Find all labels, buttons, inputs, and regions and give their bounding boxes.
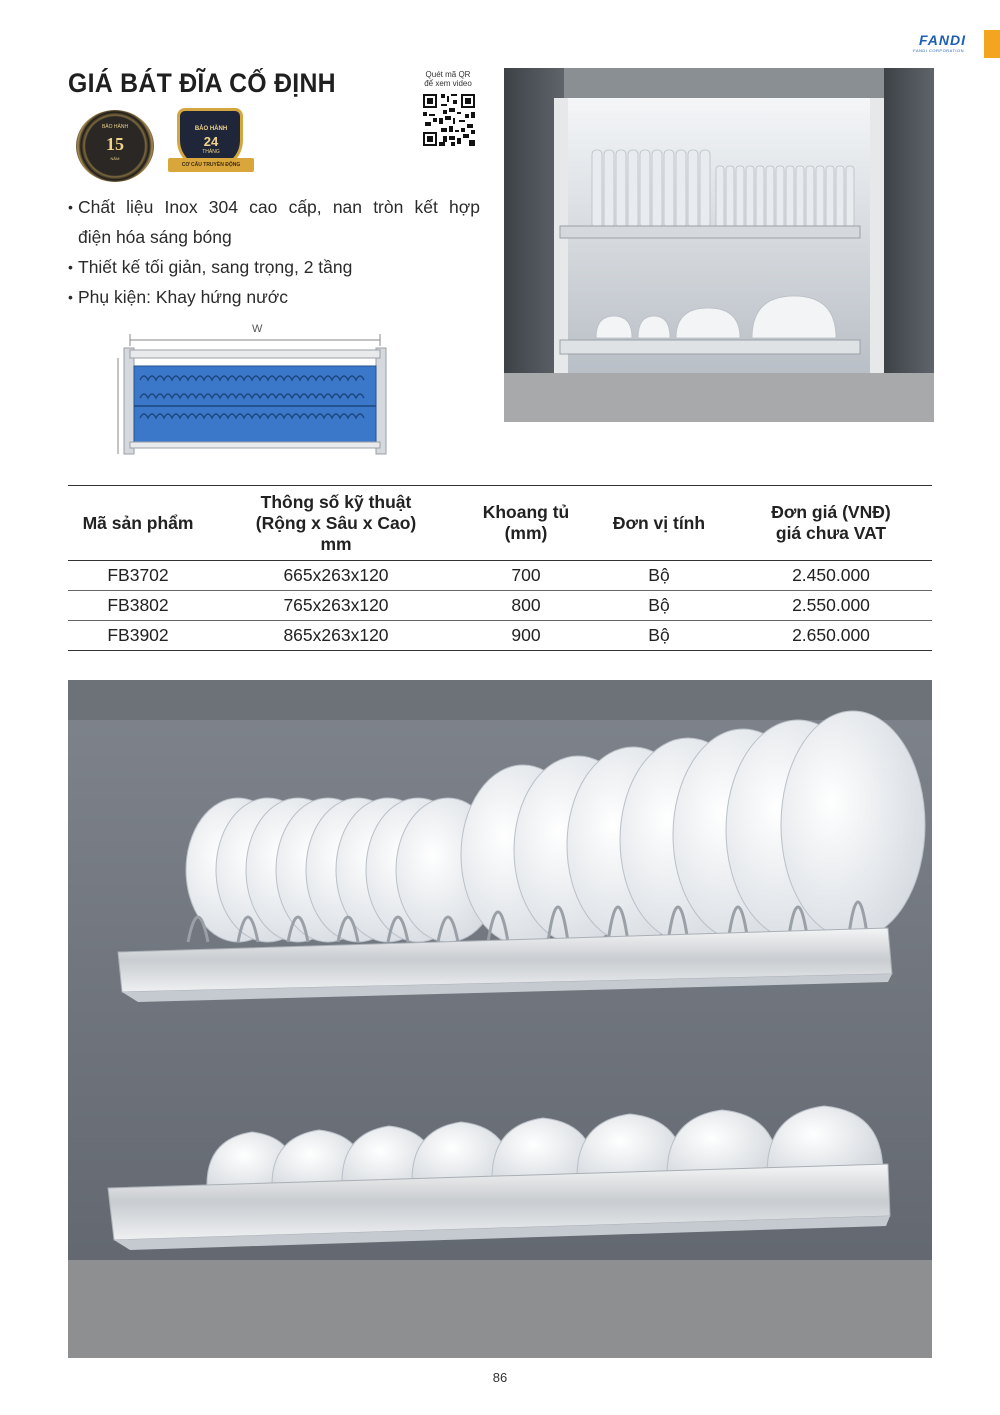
logo-accent-bar [984,30,1000,58]
header-line: giá chưa VAT [775,523,887,543]
badge-line3: NĂM [110,156,120,161]
table-row [68,591,932,621]
cabinet-photo-bottom [68,680,932,1358]
dimension-diagram [110,318,400,458]
cell-product-code: FB3802 [68,591,208,621]
cell-unit: Bộ [588,621,730,651]
feature-text: Phụ kiện: Khay hứng nước [78,287,289,307]
header-line: (Rộng x Sâu x Cao) [255,512,417,533]
qr-code-icon[interactable] [421,92,477,148]
rack-drawing [110,318,400,458]
cell-specs: 765x263x120 [208,591,464,621]
cell-specs: 665x263x120 [208,561,464,591]
qr-label-line2: để xem video [424,79,472,88]
badge-line3: THÁNG [202,149,220,155]
qr-label-line1: Quét mã QR [425,70,471,79]
badge-line1: BẢO HÀNH [194,126,228,132]
cell-cabinet: 800 [464,591,588,621]
feature-item [70,252,480,282]
spec-table [68,485,932,651]
badge-ribbon: CƠ CẤU TRUYỀN ĐỘNG [168,158,254,172]
header-line: Thông số kỹ thuật [260,491,412,512]
cell-cabinet: 900 [464,621,588,651]
cell-unit: Bộ [588,561,730,591]
page-title: GIÁ BÁT ĐĨA CỐ ĐỊNH [68,68,336,98]
cell-unit: Bộ [588,591,730,621]
header-line: mm [320,533,352,554]
logo-subtext: FANDI CORPORATION [913,48,964,53]
col-header-specs [208,486,464,561]
warranty-15-years-badge [76,110,154,182]
cell-specs: 865x263x120 [208,621,464,651]
brand-logo [880,28,1000,62]
header-line: Đơn vị tính [612,512,706,533]
qr-label [418,70,478,88]
feature-item [70,282,480,312]
cell-product-code: FB3902 [68,621,208,651]
table-header-row [68,486,932,561]
feature-item [70,192,480,222]
col-header-price [730,486,932,561]
cell-price: 2.550.000 [730,591,932,621]
table-row [68,561,932,591]
feature-text: điện hóa sáng bóng [78,227,232,247]
header-line: Khoang tủ [482,502,570,522]
badge-number: 15 [106,134,124,154]
col-header-cabinet [464,486,588,561]
warranty-24-months-badge [168,108,254,186]
header-line: Mã sản phẩm [82,512,194,533]
table-row [68,621,932,651]
badge-number: 24 [203,134,219,149]
badge-line1: BẢO HÀNH [101,124,129,130]
feature-item-continued [70,222,480,252]
logo-text: FANDI [919,32,966,48]
cabinet-photo-top [504,68,934,422]
cell-price: 2.450.000 [730,561,932,591]
header-line: Đơn giá (VNĐ) [771,502,891,522]
cell-price: 2.650.000 [730,621,932,651]
width-label: W [252,323,263,335]
feature-list [70,192,480,312]
cell-product-code: FB3702 [68,561,208,591]
header-line: (mm) [504,523,548,543]
page-number: 86 [492,1370,508,1385]
feature-text: • Chất liệu Inox 304 cao cấp, nan tròn kết hợp [78,197,480,217]
col-header-unit [588,486,730,561]
cell-cabinet: 700 [464,561,588,591]
col-header-product-code [68,486,208,561]
feature-text: Thiết kế tối giản, sang trọng, 2 tầng [78,257,353,277]
